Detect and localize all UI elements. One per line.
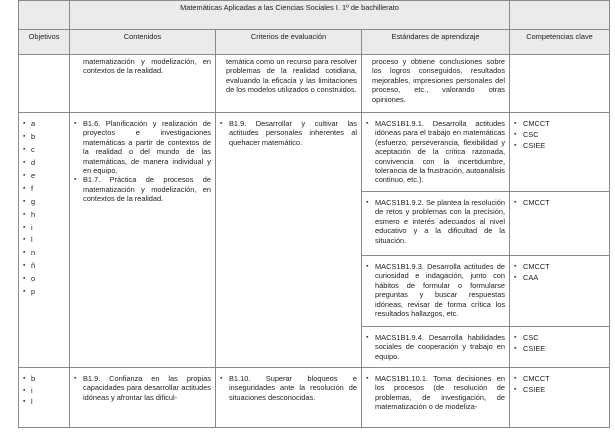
row1-criterios: temática como un recurso para resolver problemas de la realidad cotidiana, evaluando la eficacia y las limitaciones de los modelos utilizados o construidos. — [216, 55, 362, 113]
objetivo-item: ▪ i — [23, 223, 65, 236]
competencia-item: ▪ CSIEE — [514, 141, 605, 152]
objetivo-item: ▪ l — [23, 397, 65, 409]
row3-criterio — [216, 368, 362, 428]
estandar-item: ▪ MACS1B1.9.1. Desarrolla actitudes idóneas para el trabajo en matemáticas (esfuerzo, perseverancia, flexibilidad y aceptación de la crítica razonada, convivencia con la incertidumbre, tolerancia de la frustración, autoanálisis continuo, etc.). — [366, 119, 505, 185]
estandar-cell — [362, 113, 510, 192]
competencias-cell — [510, 113, 610, 192]
objetivo-item: ▪ b — [23, 374, 65, 386]
competencias-cell — [510, 368, 610, 428]
row2-contenidos — [70, 113, 216, 368]
competencia-item: ▪ CMCCT — [514, 198, 605, 209]
row2-criterio — [216, 113, 362, 368]
table-row — [19, 55, 610, 113]
table-row — [19, 113, 610, 192]
competencia-item: ▪ CSIEE — [514, 385, 605, 396]
objetivo-item: ▪ f — [23, 184, 65, 197]
objetivo-item: ▪ e — [23, 171, 65, 184]
objetivo-item: ▪ h — [23, 210, 65, 223]
objetivo-item: ▪ p — [23, 287, 65, 300]
curriculum-table — [18, 0, 610, 428]
estandar-item: ▪ MACS1B1.9.2. Se plantea la resolución de retos y problemas con la precisión, esmero e interés adecuados al nivel educativo y a la dificultad de la situación. — [366, 198, 505, 245]
competencia-item: ▪ CAA — [514, 273, 605, 284]
competencia-item: ▪ CMCCT — [514, 119, 605, 130]
table-title: Matemáticas Aplicadas a las Ciencias Sociales I. 1º de bachillerato — [70, 1, 510, 30]
competencia-item: ▪ CMCCT — [514, 374, 605, 385]
header-estandares: Estándares de aprendizaje — [362, 30, 510, 55]
competencias-cell — [510, 327, 610, 368]
contenido-item: ▪ B1.7. Práctica de procesos de matematización y modelización, en contextos de la realidad. — [74, 175, 211, 203]
competencias-cell — [510, 192, 610, 256]
row1-competencias — [510, 55, 610, 113]
competencia-item: ▪ CSIEE — [514, 344, 605, 355]
objetivo-item: ▪ i — [23, 386, 65, 398]
contenido-item: ▪ B1.6. Planificación y realización de proyectos e investigaciones matemáticas a partir de contextos de la realidad o del mundo de las matemáticas, de manera individual y en equipo. — [74, 119, 211, 175]
competencia-item: ▪ CMCCT — [514, 262, 605, 273]
competencia-item: ▪ CSC — [514, 130, 605, 141]
header-criterios: Criterios de evaluación — [216, 30, 362, 55]
estandar-item: ▪ MACS1B1.9.4. Desarrolla habilidades sociales de cooperación y trabajo en equipo. — [366, 333, 505, 361]
criterio-item: ▪ B1.9. Desarrollar y cultivar las actitudes personales inherentes al quehacer matemático. — [220, 119, 357, 147]
title-spacer-right — [510, 1, 610, 30]
competencia-item: ▪ CSC — [514, 333, 605, 344]
header-contenidos: Contenidos — [70, 30, 216, 55]
objetivo-item: ▪ a — [23, 119, 65, 132]
objetivo-item: ▪ l — [23, 235, 65, 248]
row2-objetivos — [19, 113, 70, 368]
criterio-item: ▪ B1.10. Superar bloqueos e inseguridades ante la resolución de situaciones desconocidas. — [220, 374, 357, 402]
row1-estandares: proceso y obtiene conclusiones sobre los logros conseguidos, resultados mejorables, impresiones personales del proceso, etc., valorando otras opiniones. — [362, 55, 510, 113]
estandar-cell — [362, 368, 510, 428]
objetivo-item: ▪ c — [23, 145, 65, 158]
objetivo-item: ▪ n — [23, 248, 65, 261]
objetivo-item: ▪ ñ — [23, 261, 65, 274]
header-objetivos: Objetivos — [19, 30, 70, 55]
estandar-cell — [362, 256, 510, 327]
estandar-item: ▪ MACS1B1.9.3. Desarrolla actitudes de curiosidad e indagación, junto con hábitos de formular o formularse preguntas y buscar respuestas idóneas, revisar de forma crítica los resultados hallazgos, etc. — [366, 262, 505, 318]
header-competencias: Competencias clave — [510, 30, 610, 55]
estandar-cell — [362, 192, 510, 256]
competencias-cell — [510, 256, 610, 327]
row1-objetivos — [19, 55, 70, 113]
objetivo-item: ▪ b — [23, 132, 65, 145]
row1-contenidos: matematización y modelización, en contextos de la realidad. — [70, 55, 216, 113]
estandar-item: ▪ MACS1B1.10.1. Toma decisiones en los procesos (de resolución de problemas, de investigación, de matematización o de modeliza- — [366, 374, 505, 412]
row3-contenidos — [70, 368, 216, 428]
objetivo-item: ▪ d — [23, 158, 65, 171]
title-row — [19, 1, 610, 30]
table-row — [19, 368, 610, 428]
contenido-item: ▪ B1.9. Confianza en las propias capacidades para desarrollar actitudes idóneas y afrontar las dificul- — [74, 374, 211, 402]
title-spacer — [19, 1, 70, 30]
objetivo-item: ▪ o — [23, 274, 65, 287]
estandar-cell — [362, 327, 510, 368]
header-row — [19, 30, 610, 55]
row3-objetivos — [19, 368, 70, 428]
objetivo-item: ▪ g — [23, 197, 65, 210]
